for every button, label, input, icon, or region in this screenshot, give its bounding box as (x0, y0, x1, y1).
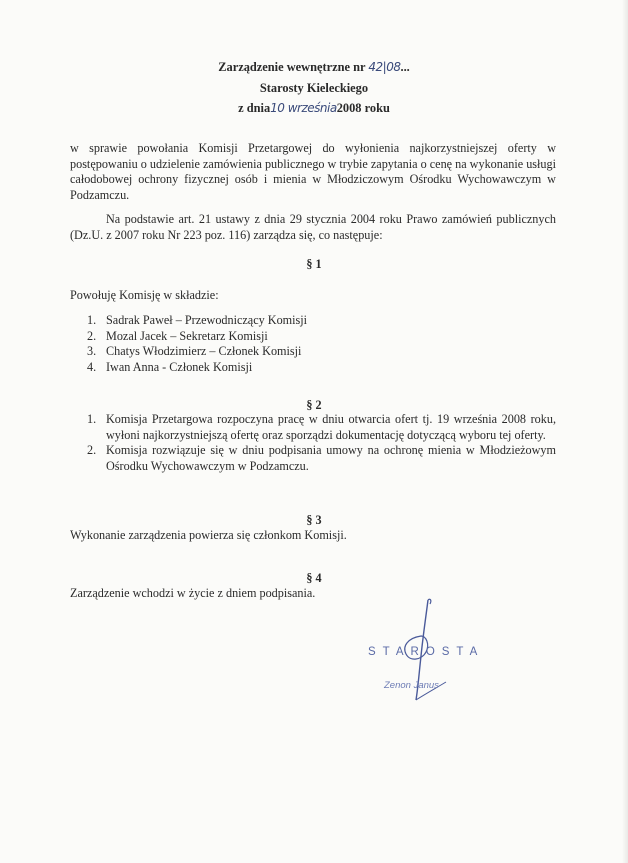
date-suffix: 2008 roku (336, 101, 390, 115)
handwritten-number: 42|08 (368, 60, 401, 74)
scan-edge (622, 0, 628, 863)
section-2-title: § 2 (306, 398, 322, 412)
date-prefix: z dnia (238, 101, 271, 115)
section-1-title: § 1 (306, 257, 322, 271)
title-prefix: Zarządzenie wewnętrzne nr (218, 60, 369, 74)
subject-paragraph: w sprawie powołania Komisji Przetargowej do wyłonienia najkorzystniejszej oferty w postępowaniu o udzielenie zamówienia publicznego w trybie zapytania o cenę na wykonanie usługi całodobowej ochrony fizycznej osób i mienia w Młodziczowym Ośrodku Wychowawczym w Podzamczu. (70, 141, 556, 202)
list-item: 2. Komisja rozwiązuje się w dniu podpisania umowy na ochronę mienia w Młodzieżowym Ośrodku Wychowawczym w Podzamczu. (87, 443, 556, 473)
document-title (0, 60, 628, 75)
list-item: 1. Sadrak Paweł – Przewodniczący Komisji (87, 313, 308, 327)
list-item: 1. Komisja Przetargowa rozpoczyna pracę w dniu otwarcia ofert tj. 19 września 2008 roku, wyłoni najkorzystniejszą ofertę oraz sporządzi dokumentację dotyczącą wyboru tej oferty. (87, 412, 556, 442)
stamp-name: Zenon Janus (384, 680, 439, 691)
section-1-intro: Powołuję Komisję w składzie: (70, 288, 219, 302)
section-3-title: § 3 (306, 513, 322, 527)
legal-basis-paragraph: Na podstawie art. 21 ustawy z dnia 29 stycznia 2004 roku Prawo zamówień publicznych (Dz.U. z 2007 roku Nr 223 poz. 116) zarządza się, co następuje: (70, 212, 556, 242)
section-3-text: Wykonanie zarządzenia powierza się członkom Komisji. (70, 528, 347, 542)
stamp-title: STAROSTA (368, 646, 485, 658)
list-item: 4. Iwan Anna - Członek Komisji (87, 359, 253, 374)
section-4-title: § 4 (306, 571, 322, 585)
title-suffix: ... (400, 60, 410, 74)
section-2-list (87, 412, 556, 474)
list-item: 3. Chatys Włodzimierz – Członek Komisji (87, 344, 302, 358)
commission-members-list (87, 313, 307, 375)
handwritten-date: 10 września (270, 101, 337, 115)
issuer: Starosty Kieleckiego (259, 81, 369, 95)
document-date (0, 101, 628, 116)
list-item: 2. Mozal Jacek – Sekretarz Komisji (87, 328, 268, 343)
section-4-text: Zarządzenie wchodzi w życie z dniem podpisania. (70, 586, 316, 600)
